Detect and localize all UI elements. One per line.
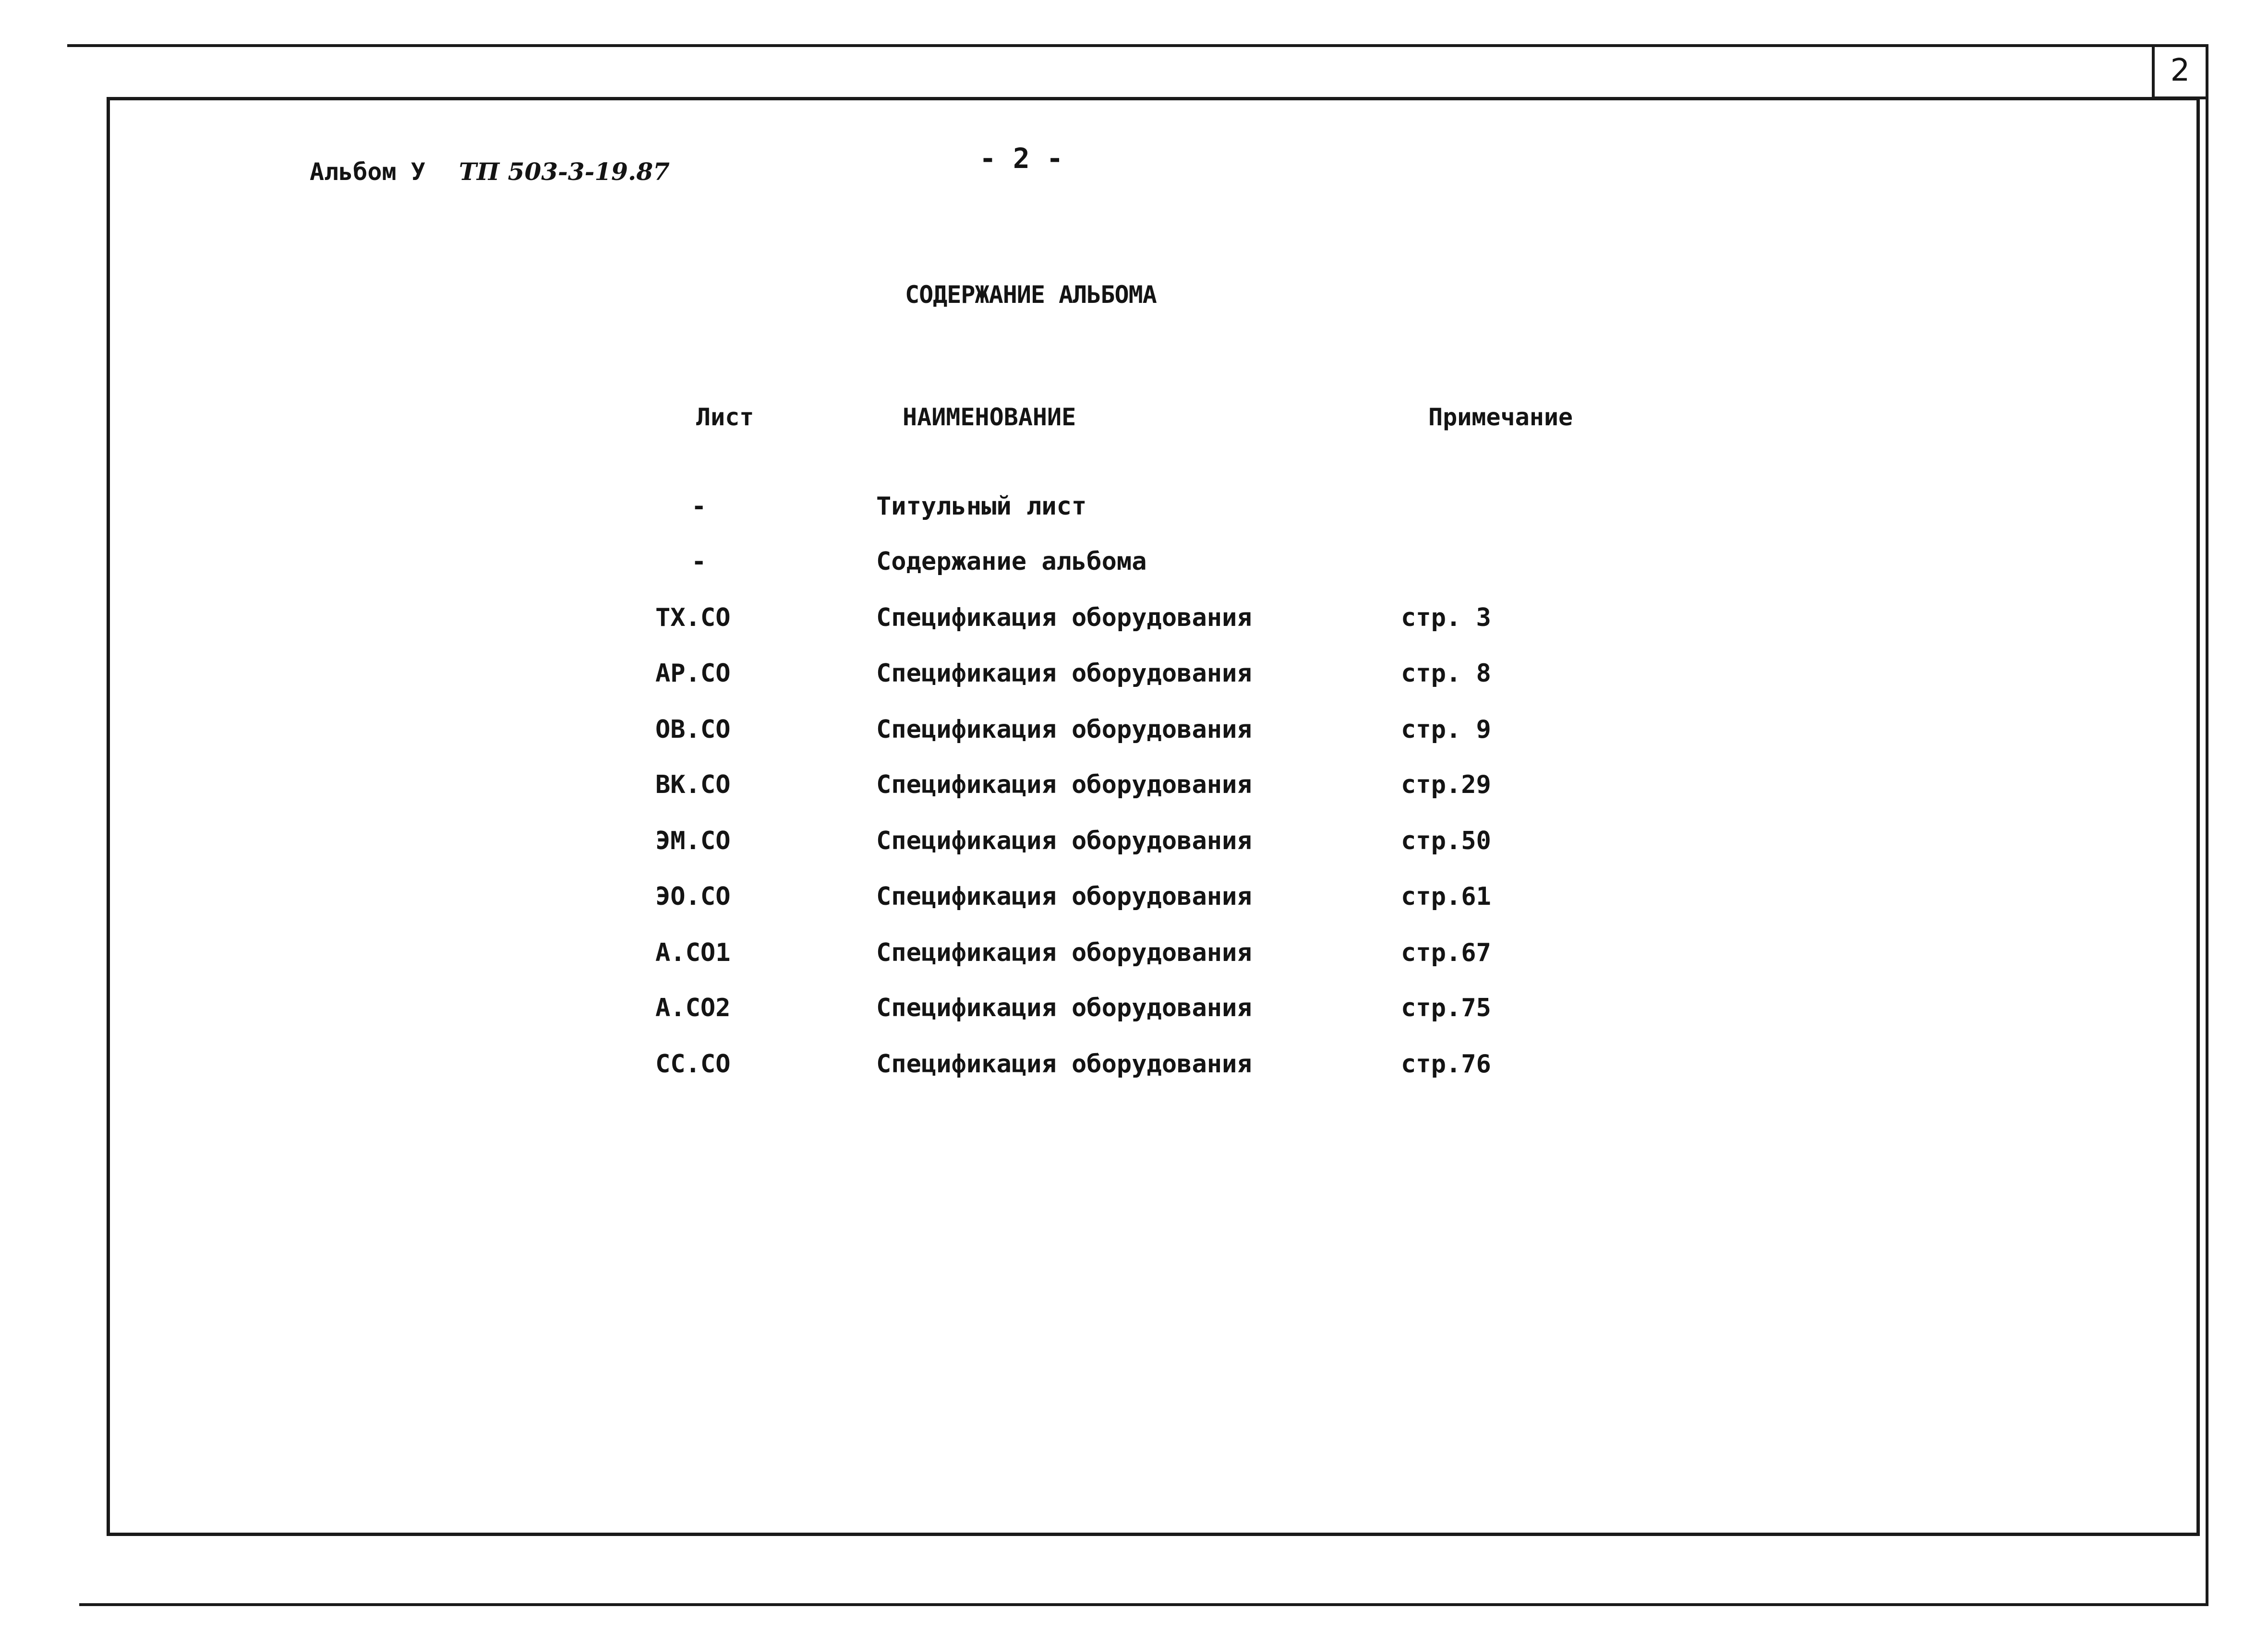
row-sheet: ЭО.СО — [655, 882, 731, 911]
row-note: стр.50 — [1401, 827, 1491, 855]
row-note: стр. 8 — [1401, 659, 1491, 688]
row-note: стр.67 — [1401, 938, 1491, 967]
row-note: стр.61 — [1401, 882, 1491, 911]
album-label: Альбом У — [310, 158, 425, 186]
column-header-sheet: Лист — [696, 403, 754, 431]
project-code: ТП 503-3-19.87 — [458, 157, 670, 186]
document-frame — [107, 97, 2200, 1536]
table-row — [0, 770, 2268, 804]
table-row — [0, 492, 2268, 526]
row-name: Спецификация оборудования — [876, 994, 1252, 1022]
row-name: Спецификация оборудования — [876, 1050, 1252, 1079]
table-row — [0, 1050, 2268, 1083]
table-row — [0, 938, 2268, 972]
row-note: стр.29 — [1401, 770, 1491, 799]
row-sheet: АР.СО — [655, 659, 731, 688]
row-name: Титульный лист — [876, 492, 1087, 521]
right-border-line — [2206, 44, 2208, 1606]
column-header-note: Примечание — [1428, 403, 1573, 431]
row-sheet: - — [691, 492, 707, 521]
row-note: стр. 3 — [1401, 603, 1491, 632]
row-note: стр.76 — [1401, 1050, 1491, 1079]
row-name: Спецификация оборудования — [876, 715, 1252, 744]
row-sheet: А.СО2 — [655, 994, 731, 1022]
corner-page-number: 2 — [2152, 44, 2206, 99]
table-row — [0, 827, 2268, 860]
table-row — [0, 603, 2268, 637]
row-name: Спецификация оборудования — [876, 938, 1252, 967]
row-sheet: ВК.СО — [655, 770, 731, 799]
table-row — [0, 994, 2268, 1027]
row-sheet: СС.СО — [655, 1050, 731, 1079]
table-row — [0, 659, 2268, 693]
row-note: стр. 9 — [1401, 715, 1491, 744]
document-header — [310, 157, 670, 186]
page-title: СОДЕРЖАНИЕ АЛЬБОМА — [905, 281, 1157, 309]
table-row — [0, 882, 2268, 916]
row-name: Спецификация оборудования — [876, 827, 1252, 855]
bottom-border-line — [79, 1603, 2208, 1606]
row-sheet: - — [691, 547, 707, 576]
column-header-name: НАИМЕНОВАНИЕ — [903, 403, 1076, 431]
row-sheet: ЭМ.СО — [655, 827, 731, 855]
row-note: стр.75 — [1401, 994, 1491, 1022]
row-name: Спецификация оборудования — [876, 603, 1252, 632]
row-name: Спецификация оборудования — [876, 770, 1252, 799]
row-sheet: ОВ.СО — [655, 715, 731, 744]
row-sheet: А.СО1 — [655, 938, 731, 967]
row-name: Содержание альбома — [876, 547, 1147, 576]
table-row — [0, 547, 2268, 581]
row-sheet: ТХ.СО — [655, 603, 731, 632]
top-border-line — [67, 44, 2208, 47]
page-number: - 2 - — [979, 142, 1063, 175]
row-name: Спецификация оборудования — [876, 882, 1252, 911]
table-row — [0, 715, 2268, 749]
row-name: Спецификация оборудования — [876, 659, 1252, 688]
